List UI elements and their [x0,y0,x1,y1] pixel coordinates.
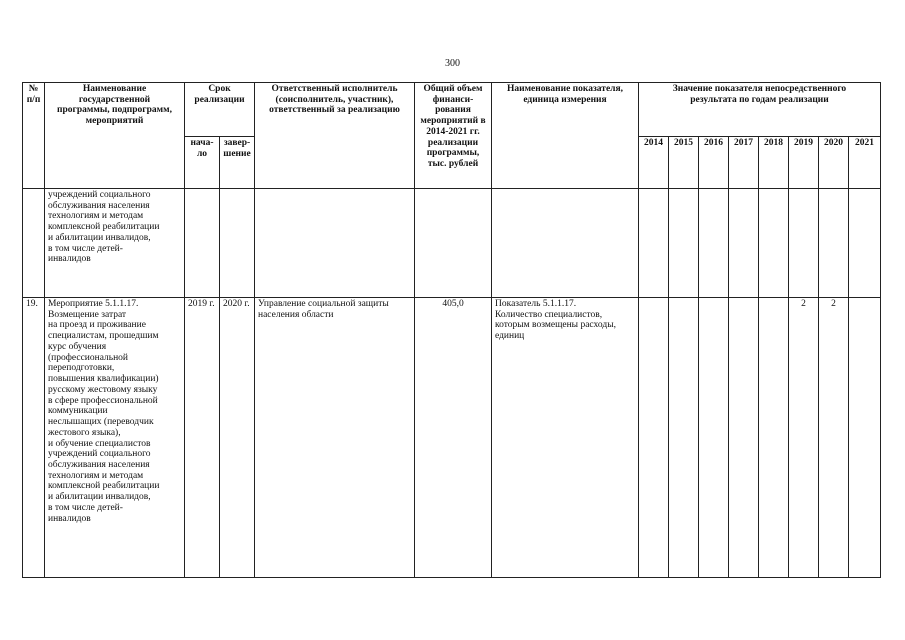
row-name: учреждений социального обслуживания населения технологиям и методам комплексной реабилитации и абилитации инвалидов, в том числе детей- инвалидов [45,189,185,298]
row-start [185,189,220,298]
row-value [759,298,789,578]
header-year: 2018 [759,137,789,189]
row-value [849,189,881,298]
header-indicator: Наименование показателя, единица измерения [492,83,639,189]
header-year: 2021 [849,137,881,189]
row-executor: Управление социальной защиты населения области [255,298,415,578]
page-number: 300 [445,58,460,69]
row-num [23,189,45,298]
table-row [23,298,881,578]
header-year: 2017 [729,137,759,189]
row-value [729,189,759,298]
row-value [849,298,881,578]
row-end: 2020 г. [220,298,255,578]
row-funding: 405,0 [415,298,492,578]
header-term-end: завер- шение [220,137,255,189]
header-funding: Общий объем финанси- рования мероприятий в 2014-2021 гг. реализации программы, тыс. рублей [415,83,492,189]
row-value [669,298,699,578]
header-num: № п/п [23,83,45,189]
row-value [759,189,789,298]
row-funding [415,189,492,298]
row-indicator [492,189,639,298]
header-term-start: нача- ло [185,137,220,189]
row-value [789,189,819,298]
row-start: 2019 г. [185,298,220,578]
header-year: 2019 [789,137,819,189]
row-end [220,189,255,298]
row-value [819,189,849,298]
header-year: 2020 [819,137,849,189]
row-value [729,298,759,578]
row-value [699,189,729,298]
header-values: Значение показателя непосредственного результата по годам реализации [639,83,881,137]
header-name: Наименование государственной программы, подпрограмм, мероприятий [45,83,185,189]
header-year: 2014 [639,137,669,189]
program-table [22,82,881,578]
row-name: Мероприятие 5.1.1.17. Возмещение затрат на проезд и проживание специалистам, прошедшим курс обучения (профессиональной переподготовки, повышения квалификации) русскому жестовому языку в сфере профессиональной коммуникации неслышащих (переводчик жестового языка), и обучение специалистов учреждений социального обслуживания населения технологиям и методам комплексной реабилитации и абилитации инвалидов, в том числе детей- инвалидов [45,298,185,578]
header-year: 2016 [699,137,729,189]
row-value [639,298,669,578]
row-executor [255,189,415,298]
row-value [669,189,699,298]
row-value: 2 [819,298,849,578]
header-executor: Ответственный исполнитель (соисполнитель, участник), ответственный за реализацию [255,83,415,189]
row-num: 19. [23,298,45,578]
header-term: Срок реализации [185,83,255,137]
row-value [639,189,669,298]
row-value: 2 [789,298,819,578]
table-row [23,189,881,298]
row-indicator: Показатель 5.1.1.17. Количество специалистов, которым возмещены расходы, единиц [492,298,639,578]
header-year: 2015 [669,137,699,189]
row-value [699,298,729,578]
